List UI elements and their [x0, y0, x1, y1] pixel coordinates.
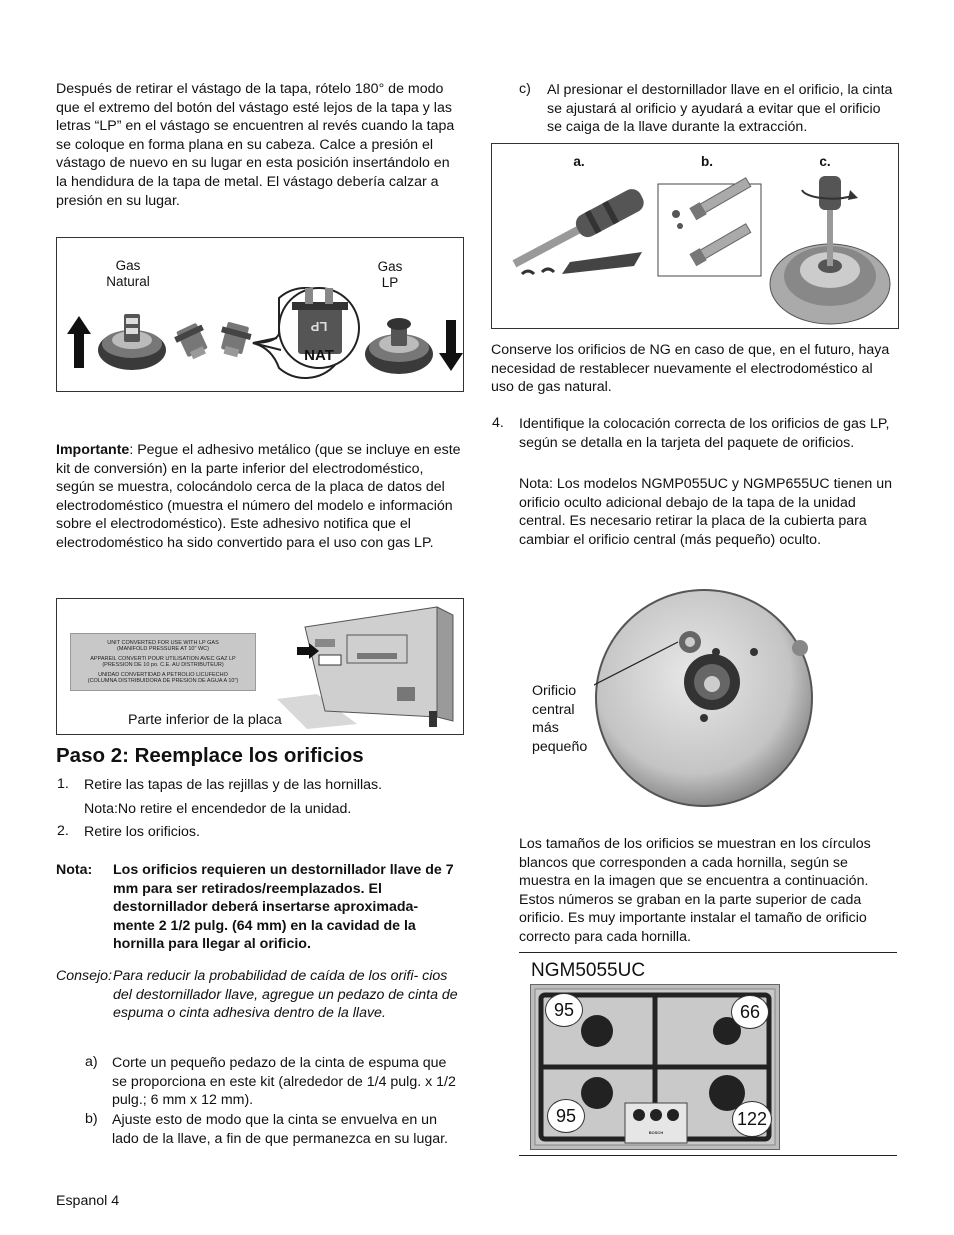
- burner-size-top-left: 95: [545, 993, 583, 1027]
- top-rule: [519, 952, 897, 953]
- sub-a-label: a): [85, 1054, 98, 1070]
- sticker-line-2: (MANIFOLD PRESSURE AT 10" WC): [117, 646, 209, 652]
- step-1-note: Nota:No retire el encendedor de la unidad.: [84, 801, 352, 817]
- sticker-line-5: UNIDAD CONVERTIDAD A PETROLIO LICUFECHO: [98, 672, 228, 678]
- step-1-number: 1.: [57, 776, 69, 792]
- step-c-label: c.: [819, 154, 831, 169]
- gas-lp-label: Gas LP: [377, 259, 403, 290]
- tool-steps-drawing: [492, 144, 898, 328]
- sub-a-text: Corte un pequeño pedazo de la cinta de espuma que se proporciona en este kit (alrededor de 1/4 pulg. x 1/2 pulg.; 6 mm x 12 mm).: [112, 1055, 456, 1109]
- section-heading: Paso 2: Reemplace los orificios: [56, 744, 364, 767]
- sticker-figure: [56, 598, 464, 735]
- gas-natural-label: Gas Natural: [106, 258, 150, 289]
- stem-flip-drawing: [57, 238, 463, 391]
- page-footer: Espanol 4: [56, 1193, 120, 1209]
- tool-steps-figure: [491, 143, 899, 329]
- sticker-line-4: (PRESSION DE 10 po. C.E. AU DISTRIBUTEUR): [102, 662, 224, 668]
- stem-nat-text: NAT: [304, 347, 334, 364]
- step-b-label: b.: [701, 154, 713, 169]
- step-2-number: 2.: [57, 823, 69, 839]
- step-4-number: 4.: [492, 415, 504, 431]
- step-a-label: a.: [573, 154, 585, 169]
- note-text: Los orificios requieren un destornillador llave de 7 mm para ser retirados/reemplazados. El destornillador deberá insertarse aproximada- mente 2 1/2 pulg. (64 mm) en la cavidad de la hornilla para llegar al orificio.: [113, 862, 454, 953]
- sticker-line-1: UNIT CONVERTED FOR USE WITH LP GAS: [107, 640, 219, 646]
- step-1-text: Retire las tapas de las rejillas y de las hornillas.: [84, 777, 383, 793]
- sub-c-text: Al presionar el destornillador llave en el orificio, la cinta se ajustará al orificio y ayudará a evitar que el orificio se caiga de la llave durante la extracción.: [547, 82, 893, 136]
- sub-b-label: b): [85, 1111, 98, 1127]
- model-title: NGM5055UC: [531, 960, 646, 981]
- sticker-line-6: (COLUMNA DISTRIBUIDORA DE PRESION DE AGUA A 10"): [87, 678, 239, 684]
- burner-size-bottom-left: 95: [547, 1099, 585, 1133]
- orifice-sizes-paragraph: Los tamaños de los orificios se muestran en los círculos blancos que corresponden a cada hornilla, según se muestra en la imagen que se encuentra a continuación. Estos números se graban en la parte superior de cada orificio. Es muy importante instalar el tamaño de orificio correcto para cada hornilla.: [519, 836, 871, 945]
- cooktop-diagram: [530, 984, 780, 1150]
- burner-size-top-right: 66: [731, 995, 769, 1029]
- center-orifice-label: Orificio central más pequeño: [532, 683, 588, 755]
- step-4-text: Identifique la colocación correcta de los orificios de gas LP, según se detalla en la tarjeta del paquete de orificios.: [519, 416, 890, 451]
- burner-size-bottom-right: 122: [732, 1101, 772, 1137]
- sticker-line-3: APPAREIL CONVERTI POUR UTILISATION AVEC GAZ LP: [90, 656, 236, 662]
- center-orifice-figure: [594, 586, 814, 816]
- keep-orifices-paragraph: Conserve los orificios de NG en caso de que, en el futuro, haya necesidad de restablecer nuevamente el electrodoméstico al uso de gas natural.: [491, 342, 890, 396]
- sub-c-label: c): [519, 81, 531, 97]
- intro-paragraph: Después de retirar el vástago de la tapa, rótelo 180° de modo que el extremo del botón del vástago esté lejos de la tapa y las letras “LP” en el vástago se encuentren al revés cuando la tapa se coloque en forma plana en su cabeza. Calce a presión el vástago de nuevo en su lugar en esta posición insertándolo en la hendidura de la tapa de metal. El vástago debería calzar a presión en su lugar.: [56, 81, 455, 209]
- step-4-note: Nota: Los modelos NGMP055UC y NGMP655UC tienen un orificio oculto adicional debajo de la tapa de la unidad central. Es necesario retirar la placa de la cubierta para cambiar el orificio central (más pequeño) oculto.: [519, 476, 892, 548]
- bottom-rule: [519, 1155, 897, 1156]
- step-2-text: Retire los orificios.: [84, 824, 200, 840]
- important-text: : Pegue el adhesivo metálico (que se incluye en este kit de conversión) en la parte inferior del electrodoméstico, según se muestra, colocándolo cerca de la placa de datos del electrodoméstico (muestra el número del modelo e información sobre el electrodoméstico). Este adhesivo notifica que el electrodoméstico ha sido convertido para el uso con gas LP.: [56, 442, 461, 551]
- sub-b-text: Ajuste esto de modo que la cinta se envuelva en un lado de la llave, a fin de que permanezca en su lugar.: [112, 1112, 448, 1147]
- tip-label: Consejo:: [56, 968, 112, 984]
- sticker-caption: Parte inferior de la placa: [128, 712, 282, 728]
- stem-flip-figure: [56, 237, 464, 392]
- stem-lp-text: LP: [310, 319, 328, 334]
- important-label: Importante: [56, 442, 130, 458]
- important-paragraph: [56, 441, 462, 553]
- tip-text: Para reducir la probabilidad de caída de los orifi- cios del destornillador llave, agregue un pedazo de cinta de espuma o cinta adhesiva dentro de la llave.: [113, 968, 458, 1022]
- bosch-logo: BOSCH: [648, 1130, 664, 1135]
- note-label: Nota:: [56, 862, 93, 878]
